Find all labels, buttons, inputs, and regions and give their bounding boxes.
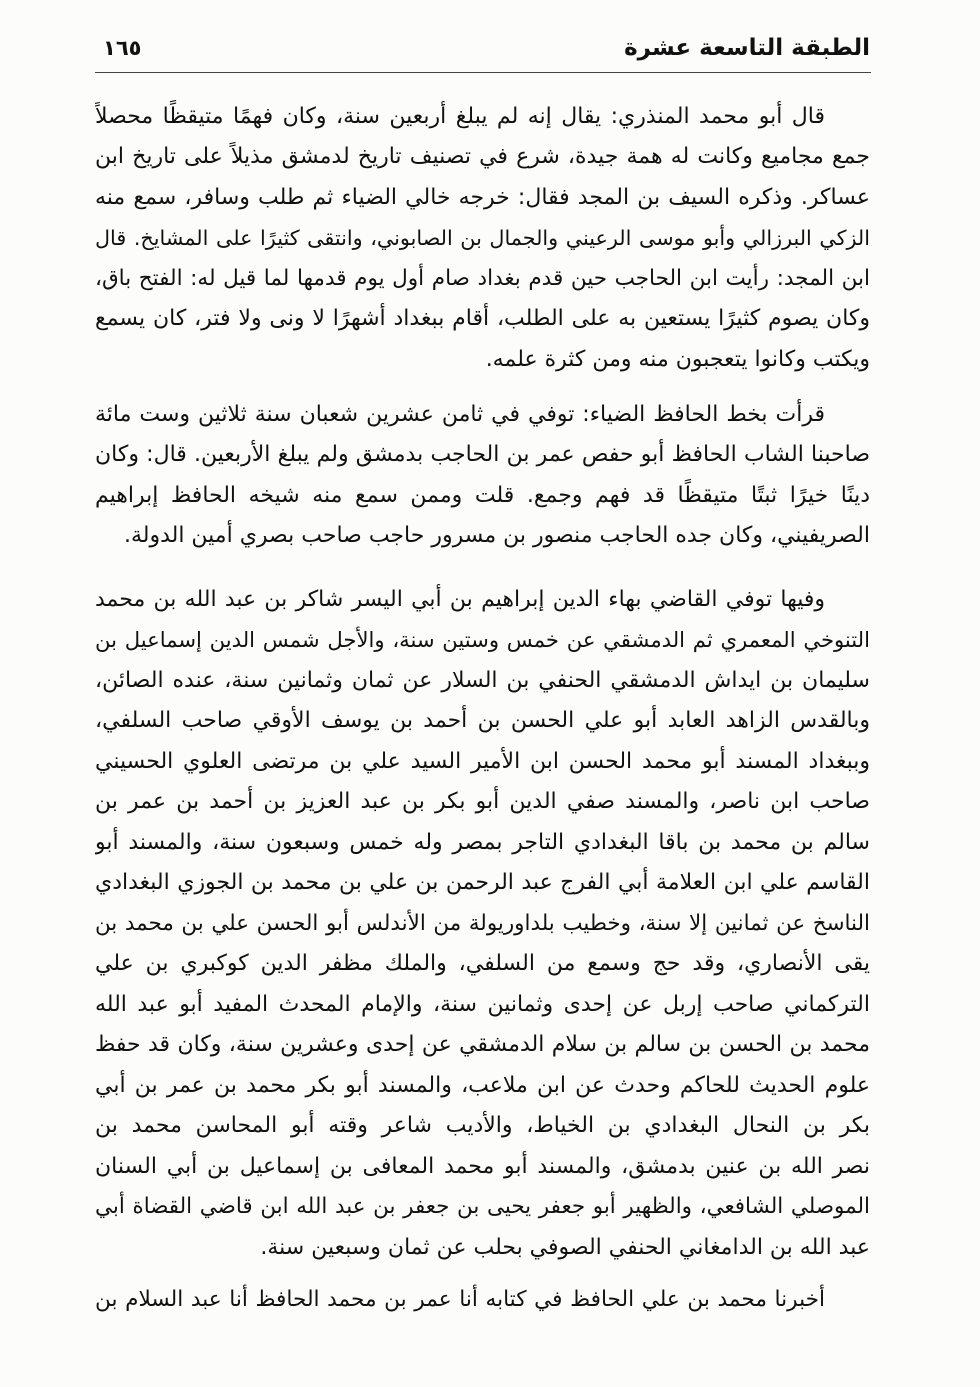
- text-line: صاحبنا الشاب الحافظ أبو حفص عمر بن الحاجب بدمشق ولم يبلغ الأربعين. قال: وكان: [95, 442, 870, 468]
- paragraph: [95, 580, 870, 1269]
- text-line: وفيها توفي القاضي بهاء الدين إبراهيم بن أبي اليسر شاكر بن عبد الله بن محمد: [95, 586, 825, 612]
- text-line: سليمان بن ايداش الدمشقي الحنفي بن السلار عن ثمان وثمانين سنة، عنده الصائن،: [95, 667, 870, 693]
- paragraph: [95, 395, 870, 557]
- text-line: أخبرنا محمد بن علي الحافظ في كتابه أنا عمر بن محمد الحافظ أنا عبد السلام بن: [95, 1286, 825, 1312]
- text-line: عبد الله بن الدامغاني الحنفي الصوفي بحلب عن ثمان وسبعين سنة.: [260, 1234, 870, 1260]
- paragraph: [95, 1280, 870, 1321]
- text-line: وكان يصوم كثيرًا يستعين به على الطلب، أقام ببغداد أشهرًا لا ونى ولا فتر، كان يسمع: [95, 306, 870, 332]
- text-line: علوم الحديث للحاكم وحدث عن ابن ملاعب، والمسند أبو بكر محمد بن عمر بن أبي: [95, 1072, 870, 1098]
- text-line: وبالقدس الزاهد العابد أبو علي الحسن بن أحمد بن يوسف الأوقي صاحب السلفي،: [95, 708, 870, 734]
- text-line: التركماني صاحب إربل عن إحدى وثمانين سنة، والإمام المحدث المفيد أبو عبد الله: [95, 991, 870, 1017]
- text-line: قال أبو محمد المنذري: يقال إنه لم يبلغ أربعين سنة، وكان فهمًا متيقظًا محصلاً: [95, 103, 825, 129]
- text-line: محمد بن الحسن بن سالم بن سلام الدمشقي عن إحدى وعشرين سنة، وكان قد حفظ: [95, 1032, 870, 1058]
- text-line: نصر الله بن عنين بدمشق، والمسند أبو محمد المعافى بن إسماعيل بن أبي السنان: [95, 1153, 870, 1179]
- page-number: ١٦٥: [103, 36, 142, 60]
- text-line: الناسخ عن ثمانين إلا سنة، وخطيب بلداوريولة من الأندلس أبو الحسن علي بن محمد بن: [95, 910, 870, 936]
- text-line: جمع مجاميع وكانت له همة جيدة، شرع في تصنيف تاريخ لدمشق مذيلاً على تاريخ ابن: [95, 144, 870, 170]
- text-line: ويكتب وكانوا يتعجبون منه ومن كثرة علمه.: [485, 346, 870, 372]
- text-line: يقى الأنصاري، وقد حج وسمع من السلفي، والملك مظفر الدين كوكبري بن علي: [95, 951, 870, 977]
- text-line: التنوخي المعمري ثم الدمشقي عن خمس وستين سنة، والأجل شمس الدين إسماعيل بن: [95, 627, 870, 653]
- text-line: الصريفيني، وكان جده الحاجب منصور بن مسرور حاجب صاحب بصري أمين الدولة.: [123, 523, 870, 549]
- text-line: دينًا خيرًا ثبتًا متيقظًا قد فهم وجمع. قلت وممن سمع منه شيخه الحافظ إبراهيم: [95, 482, 870, 508]
- text-line: القاسم علي ابن العلامة أبي الفرج عبد الرحمن بن علي بن محمد بن الجوزي البغدادي: [95, 870, 870, 896]
- text-line: قرأت بخط الحافظ الضياء: توفي في ثامن عشرين شعبان سنة ثلاثين وست مائة: [95, 401, 825, 427]
- text-line: سالم بن محمد بن باقا البغدادي التاجر بمصر وله خمس وسبعون سنة، والمسند أبو: [95, 829, 870, 855]
- text-line: عساكر. وذكره السيف بن المجد فقال: خرجه خالي الضياء ثم طلب وسافر، سمع منه: [95, 184, 870, 210]
- running-title: الطبقة التاسعة عشرة: [624, 35, 870, 61]
- text-line: الزكي البرزالي وأبو موسى الرعيني والجمال بن الصابوني، وانتقى كثيرًا على المشايخ. قال: [95, 226, 870, 251]
- text-line: صاحب ابن ناصر، والمسند صفي الدين أبو بكر بن عبد العزيز بن أحمد بن عمر بن: [95, 789, 870, 815]
- page-body: [95, 97, 870, 1321]
- text-line: وببغداد المسند أبو محمد الحسن ابن الأمير السيد علي بن مرتضى العلوي الحسيني: [95, 748, 870, 774]
- paragraph: [95, 97, 870, 381]
- page-header: [95, 28, 870, 68]
- text-line: بكر بن النحال البغدادي بن الخياط، والأديب شاعر وقته أبو المحاسن محمد بن: [95, 1113, 870, 1139]
- header-rule: [95, 72, 871, 73]
- text-line: الموصلي الشافعي، والظهير أبو جعفر يحيى بن جعفر بن عبد الله ابن قاضي القضاة أبي: [95, 1194, 870, 1220]
- text-line: ابن المجد: رأيت ابن الحاجب حين قدم بغداد صام أول يوم قدمها لما قيل له: الفتح باق،: [95, 265, 870, 291]
